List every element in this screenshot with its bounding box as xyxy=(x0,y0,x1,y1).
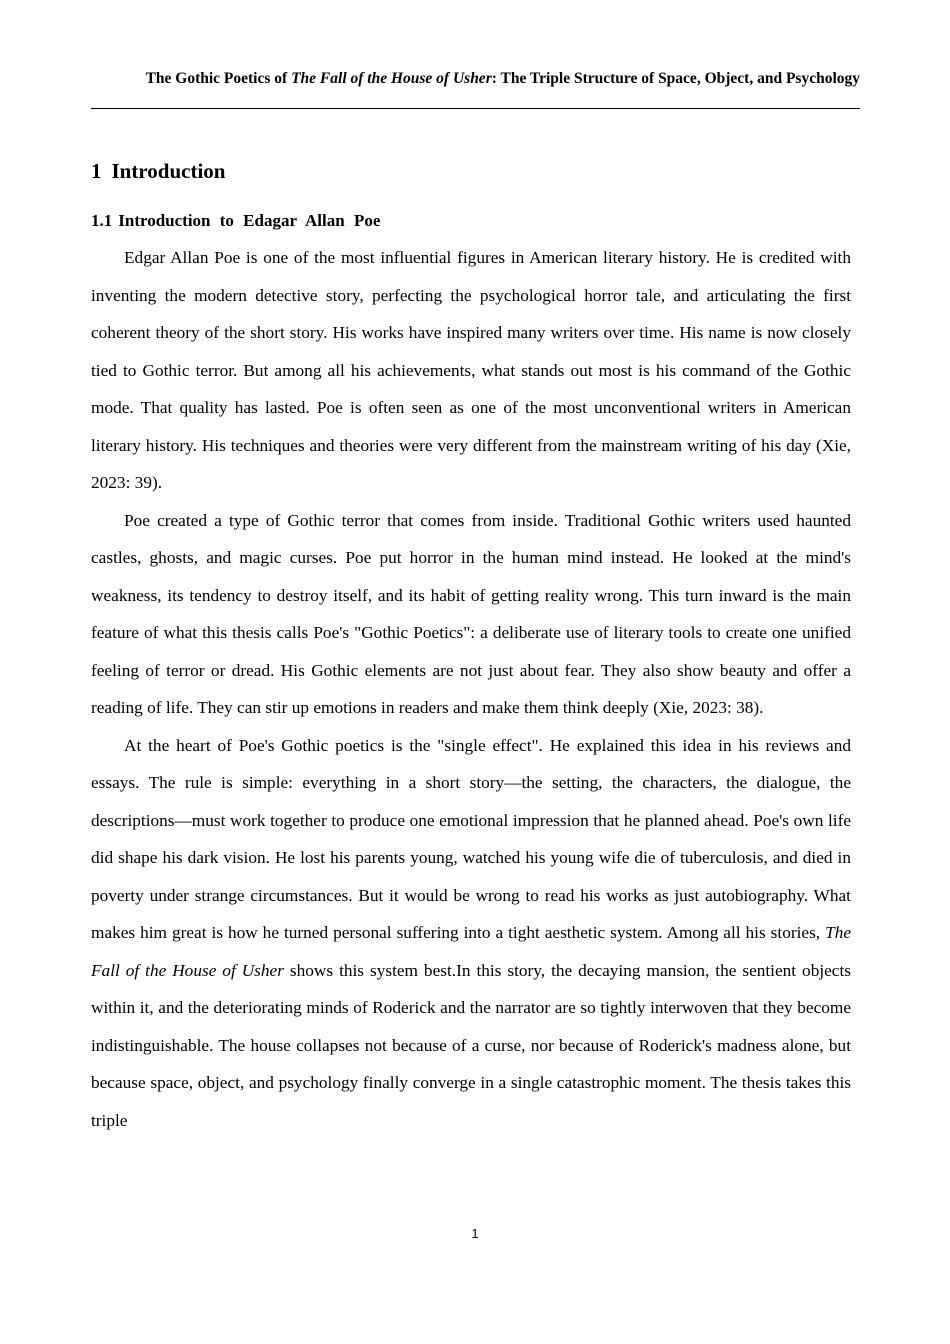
paragraph-3-text-a: At the heart of Poe's Gothic poetics is the "single effect". He explained this idea in his reviews and essays. The rule is simple: everything in a short story—the setting, the characters, the dialogue, the descriptions—must work together to produce one emotional impression that he planned ahead. Poe's own life did shape his dark vision. He lost his parents young, watched his young wife die of tuberculosis, and died in poverty under strange circumstances. But it would be wrong to read his works as just autobiography. What makes him great is how he turned personal suffering into a tight aesthetic system. Among all his stories, xyxy=(91,735,851,942)
paragraph-3 xyxy=(91,727,851,1140)
header-title-prefix: The Gothic Poetics of xyxy=(145,70,292,87)
section-title: Introduction xyxy=(111,159,226,183)
page-number: 1 xyxy=(471,1226,479,1241)
paragraph-2: Poe created a type of Gothic terror that comes from inside. Traditional Gothic writers used haunted castles, ghosts, and magic curses. Poe put horror in the human mind instead. He looked at the mind's weakness, its tendency to destroy itself, and its habit of getting reality wrong. This turn inward is the main feature of what this thesis calls Poe's "Gothic Poetics": a deliberate use of literary tools to create one unified feeling of terror or dread. His Gothic elements are not just about fear. They also show beauty and offer a reading of life. They can stir up emotions in readers and make them think deeply (Xie, 2023: 38). xyxy=(91,510,851,717)
subsection-number: 1.1 xyxy=(91,211,113,230)
subsection-heading xyxy=(91,208,380,234)
paragraph-3-text-b: shows this system best.In this story, the decaying mansion, the sentient objects within it, and the deteriorating minds of Roderick and the narrator are so tightly interwoven that they become indistinguishable. The house collapses not because of a curse, nor because of Roderick's madness alone, but because space, object, and psychology finally converge in a single catastrophic moment. The thesis takes this triple xyxy=(91,960,851,1130)
header-title-suffix: : The Triple Structure of Space, Object, and Psychology xyxy=(491,70,860,87)
paragraph-3-title-italic: The Fall of the House of Usher xyxy=(91,923,851,980)
subsection-title: Introduction to Edagar Allan Poe xyxy=(118,211,381,230)
header-rule xyxy=(91,108,860,109)
section-number: 1 xyxy=(91,159,102,183)
header-title-italic: The Fall of the House of Usher xyxy=(291,70,492,87)
paragraph-1: Edgar Allan Poe is one of the most influential figures in American literary history. He is credited with inventing the modern detective story, perfecting the psychological horror tale, and articulating the first coherent theory of the short story. His works have inspired many writers over time. His name is now closely tied to Gothic terror. But among all his achievements, what stands out most is his command of the Gothic mode. That quality has lasted. Poe is often seen as one of the most unconventional writers in American literary history. His techniques and theories were very different from the mainstream writing of his day (Xie, 2023: 39). xyxy=(91,248,851,492)
body-text xyxy=(91,239,851,1139)
section-heading xyxy=(91,156,225,186)
running-header xyxy=(91,69,860,89)
